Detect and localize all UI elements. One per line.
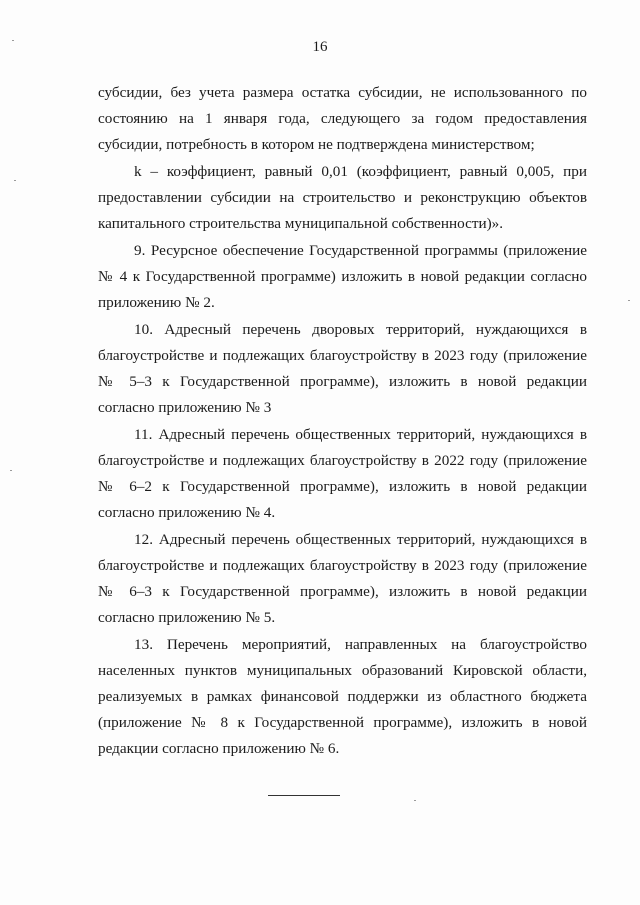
paragraph-coefficient-k: k – коэффициент, равный 0,01 (коэффициент, равный 0,005, при предоставлении субсидии на строительство и реконструкцию объектов капитального строительства муниципальной собственности)». [98,163,587,232]
paragraph-subsidy-balance: субсидии, без учета размера остатка субсидии, не использованного по состоянию на 1 января года, следующего за годом предоставления субсидии, потребность в котором не подтверждена министерством; [98,84,587,153]
paragraph-item-13: 13. Перечень мероприятий, направленных на благоустройство населенных пунктов муниципальных образований Кировской области, реализуемых в рамках финансовой поддержки из областного бюджета (приложение № 8 к Государственной программе), изложить в новой редакции согласно приложению № 6. [98,636,587,757]
paragraph-item-9: 9. Ресурсное обеспечение Государственной программы (приложение № 4 к Государственной программе) изложить в новой редакции согласно приложению № 2. [98,242,587,311]
paragraph-item-12: 12. Адресный перечень общественных территорий, нуждающихся в благоустройстве и подлежащих благоустройству в 2023 году (приложение № 6–3 к Государственной программе), изложить в новой редакции согласно приложению № 5. [98,531,587,626]
scan-speck [414,800,416,801]
scan-speck [14,180,16,181]
paragraph-item-10: 10. Адресный перечень дворовых территорий, нуждающихся в благоустройстве и подлежащих благоустройству в 2023 году (приложение № 5–3 к Государственной программе), изложить в новой редакции согласно приложению № 3 [98,321,587,416]
document-body [98,80,587,763]
paragraph-item-11: 11. Адресный перечень общественных территорий, нуждающихся в благоустройстве и подлежащих благоустройству в 2022 году (приложение № 6–2 к Государственной программе), изложить в новой редакции согласно приложению № 4. [98,426,587,521]
page-number: 16 [312,39,328,55]
end-separator-line [268,795,340,796]
scan-speck [10,470,12,471]
scan-speck [12,40,14,41]
scan-speck [628,300,630,301]
